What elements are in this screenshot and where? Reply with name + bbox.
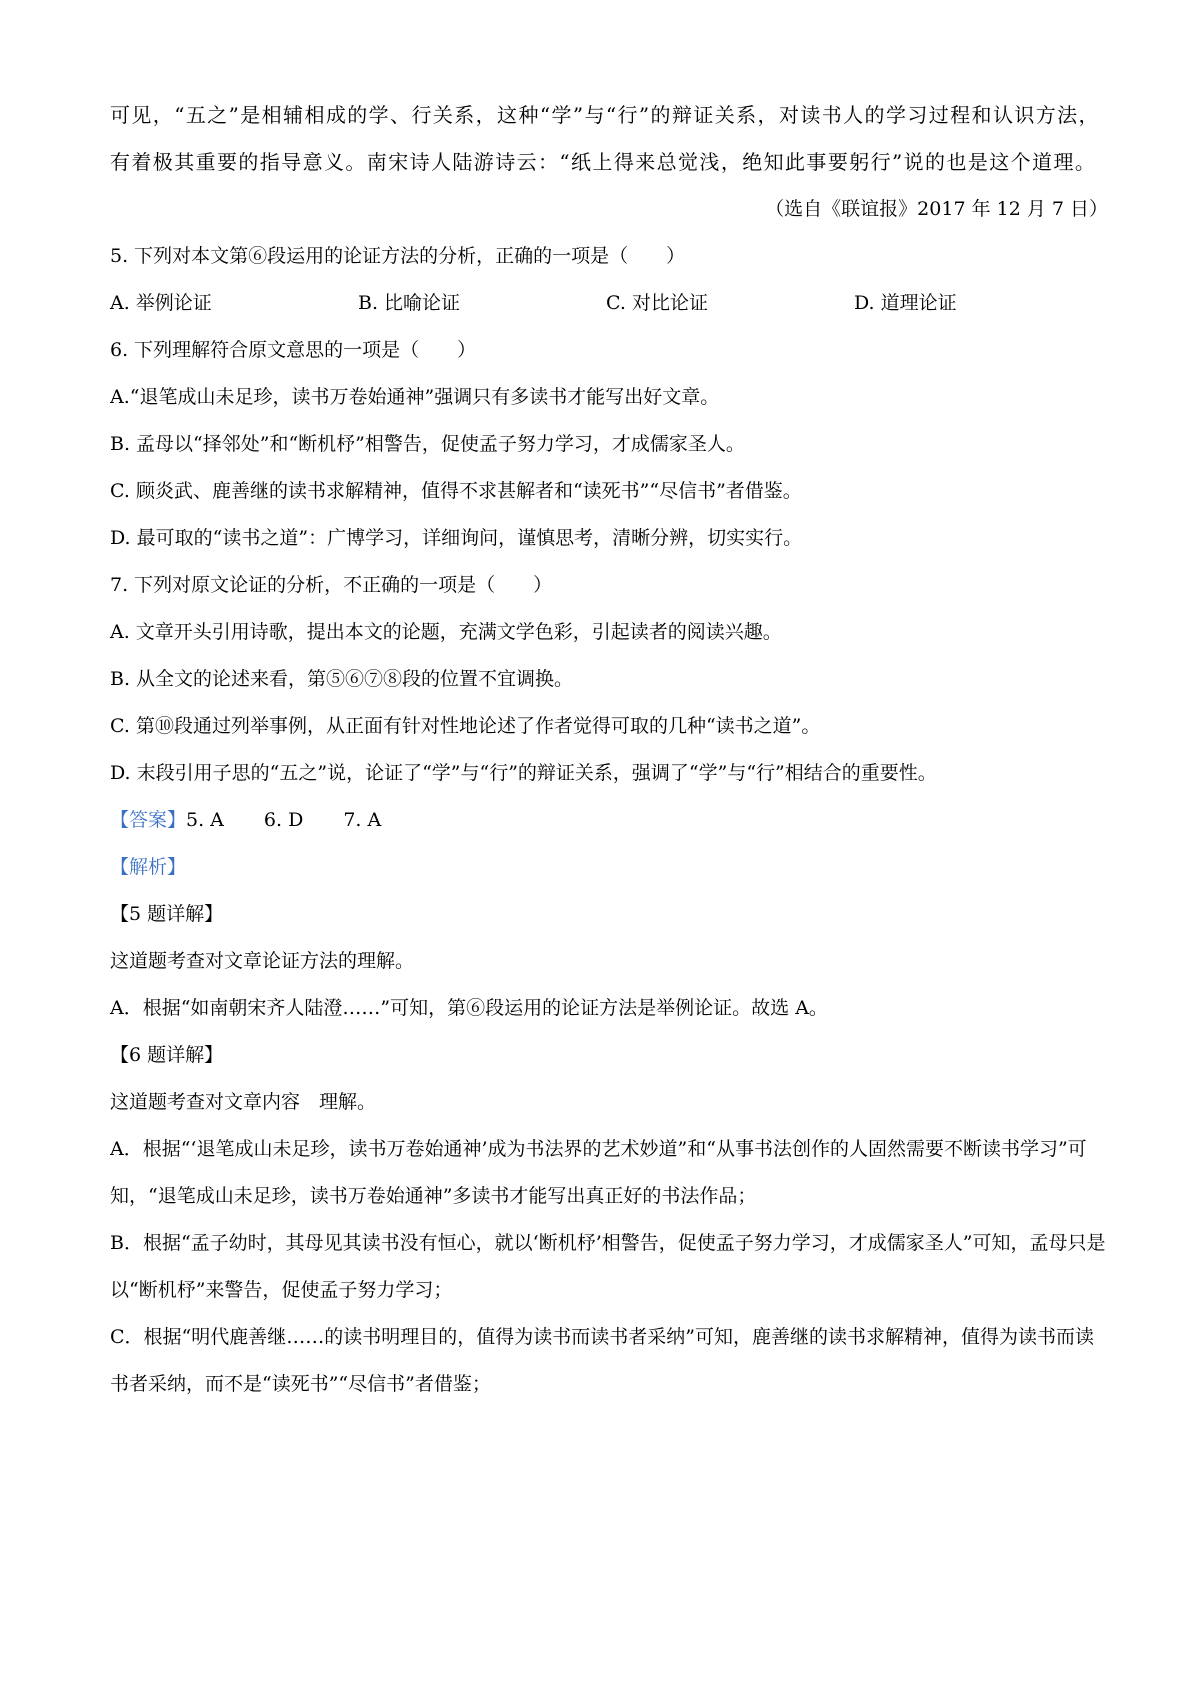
question-5-option-b: B. 比喻论证 bbox=[358, 292, 461, 314]
question-6-option-b: B. 孟母以“择邻处”和“断机杼”相警告，促使孟子努力学习，才成儒家圣人。 bbox=[110, 433, 745, 455]
question-6-option-c: C. 顾炎武、鹿善继的读书求解精神，值得不求甚解者和“读死书”“尽信书”者借鉴。 bbox=[110, 480, 802, 502]
q6-detail-intro: 这道题考查对文章内容 理解。 bbox=[110, 1091, 377, 1113]
q5-detail-heading: 【5 题详解】 bbox=[110, 903, 224, 925]
question-7-option-d: D. 末段引用子思的“五之”说，论证了“学”与“行”的辩证关系，强调了“学”与“行”相结合的重要性。 bbox=[110, 762, 937, 784]
question-5-options bbox=[110, 280, 1110, 327]
question-6-option-d: D. 最可取的“读书之道”：广博学习，详细询问，谨慎思考，清晰分辨，切实实行。 bbox=[110, 527, 803, 549]
question-5-option-d: D. 道理论证 bbox=[854, 292, 957, 314]
answer-7: 7. A bbox=[343, 809, 382, 831]
question-7-stem: 7. 下列对原文论证的分析，不正确的一项是（ ） bbox=[110, 574, 553, 596]
q5-detail-intro: 这道题考查对文章论证方法的理解。 bbox=[110, 950, 415, 972]
question-5-stem: 5. 下列对本文第⑥段运用的论证方法的分析，正确的一项是（ ） bbox=[110, 245, 686, 267]
answer-6: 6. D bbox=[263, 809, 304, 831]
question-5-option-a: A. 举例论证 bbox=[110, 292, 212, 314]
q6-detail-line-c: C．根据“明代鹿善继……的读书明理目的，值得为读书而读书者采纳”可知，鹿善继的读书求解精神，值得为读书而读书者采纳，而不是“读死书”“尽信书”者借鉴； bbox=[110, 1326, 1094, 1395]
q6-detail-line-b: B．根据“孟子幼时，其母见其读书没有恒心，就以‘断机杼’相警告，促使孟子努力学习，才成儒家圣人”可知，孟母只是以“断机杼”来警告，促使孟子努力学习； bbox=[110, 1232, 1106, 1301]
question-7-option-c: C. 第⑩段通过列举事例，从正面有针对性地论述了作者觉得可取的几种“读书之道”。 bbox=[110, 715, 821, 737]
passage-final-paragraph: 可见，“五之”是相辅相成的学、行关系，这种“学”与“行”的辩证关系，对读书人的学习过程和认识方法，有着极其重要的指导意义。南宋诗人陆游诗云：“纸上得来总觉浅，绝知此事要躬行”说的也是这个道理。 bbox=[110, 103, 1100, 174]
analysis-label: 【解析】 bbox=[110, 856, 187, 878]
answer-5: 5. A bbox=[186, 809, 224, 831]
question-7-option-b: B. 从全文的论述来看，第⑤⑥⑦⑧段的位置不宜调换。 bbox=[110, 668, 574, 690]
q6-detail-heading: 【6 题详解】 bbox=[110, 1044, 224, 1066]
question-5-option-c: C. 对比论证 bbox=[606, 292, 708, 314]
answer-label: 【答案】 bbox=[110, 809, 187, 831]
document-page bbox=[110, 92, 1110, 1408]
passage-source: （选自《联谊报》2017 年 12 月 7 日） bbox=[765, 198, 1108, 220]
question-7-option-a: A. 文章开头引用诗歌，提出本文的论题，充满文学色彩，引起读者的阅读兴趣。 bbox=[110, 621, 782, 643]
q6-detail-line-a: A．根据“‘退笔成山未足珍，读书万卷始通神’成为书法界的艺术妙道”和“从事书法创作的人固然需要不断读书学习”可知，“退笔成山未足珍，读书万卷始通神”多读书才能写出真正好的书法作品； bbox=[110, 1138, 1087, 1207]
q5-detail-line-a: A．根据“如南朝宋齐人陆澄……”可知，第⑥段运用的论证方法是举例论证。故选 A。 bbox=[110, 997, 828, 1019]
answer-row bbox=[110, 797, 1110, 844]
question-6-stem: 6. 下列理解符合原文意思的一项是（ ） bbox=[110, 339, 477, 361]
question-6-option-a: A.“退笔成山未足珍，读书万卷始通神”强调只有多读书才能写出好文章。 bbox=[110, 386, 720, 408]
